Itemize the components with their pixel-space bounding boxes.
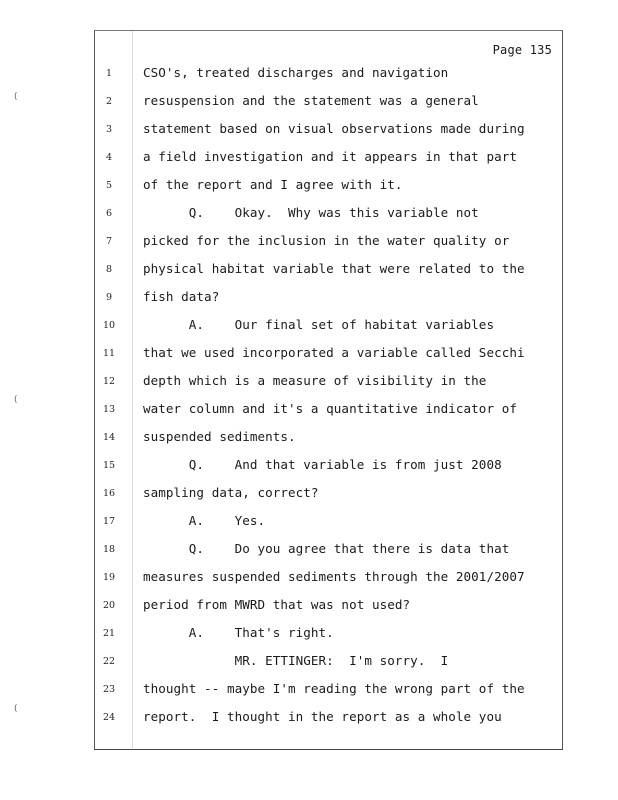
line-text: Q. And that variable is from just 2008 — [143, 457, 502, 472]
line-text: sampling data, correct? — [143, 485, 319, 500]
line-text: Q. Do you agree that there is data that — [143, 541, 510, 556]
transcript-line — [0, 513, 618, 533]
transcript-line — [0, 373, 618, 393]
line-number: 23 — [102, 684, 116, 695]
transcript-line — [0, 429, 618, 449]
page-number: Page 135 — [492, 43, 552, 57]
line-text: CSO's, treated discharges and navigation — [143, 65, 449, 80]
margin-mark: ( — [14, 704, 18, 714]
line-number: 20 — [102, 600, 116, 611]
transcript-line — [0, 261, 618, 281]
line-number: 17 — [102, 516, 116, 527]
transcript-line — [0, 233, 618, 253]
transcript-line — [0, 317, 618, 337]
line-text: depth which is a measure of visibility in the — [143, 373, 487, 388]
line-text: statement based on visual observations made during — [143, 121, 525, 136]
transcript-line — [0, 149, 618, 169]
line-text: resuspension and the statement was a general — [143, 93, 479, 108]
transcript-line — [0, 597, 618, 617]
line-number: 6 — [105, 208, 113, 219]
transcript-line — [0, 289, 618, 309]
line-number: 13 — [102, 404, 116, 415]
line-text: of the report and I agree with it. — [143, 177, 403, 192]
line-text: period from MWRD that was not used? — [143, 597, 411, 612]
line-text: MR. ETTINGER: I'm sorry. I — [143, 653, 449, 668]
line-text: water column and it's a quantitative indicator of — [143, 401, 517, 416]
line-number: 19 — [102, 572, 116, 583]
transcript-line — [0, 485, 618, 505]
transcript-line — [0, 121, 618, 141]
line-number: 16 — [102, 488, 116, 499]
line-text: measures suspended sediments through the 2001/2007 — [143, 569, 525, 584]
margin-mark: ( — [14, 395, 18, 405]
line-number: 8 — [105, 264, 113, 275]
line-text: a field investigation and it appears in that part — [143, 149, 517, 164]
line-text: suspended sediments. — [143, 429, 296, 444]
transcript-line — [0, 177, 618, 197]
line-text: A. Our final set of habitat variables — [143, 317, 495, 332]
line-number: 1 — [105, 68, 113, 79]
line-number: 18 — [102, 544, 116, 555]
line-number: 10 — [102, 320, 116, 331]
transcript-line — [0, 93, 618, 113]
line-number: 22 — [102, 656, 116, 667]
line-number: 12 — [102, 376, 116, 387]
transcript-line — [0, 681, 618, 701]
line-text: that we used incorporated a variable called Secchi — [143, 345, 525, 360]
line-number: 14 — [102, 432, 116, 443]
transcript-line — [0, 205, 618, 225]
transcript-line — [0, 709, 618, 729]
line-number: 3 — [105, 124, 113, 135]
line-number: 2 — [105, 96, 113, 107]
line-number: 24 — [102, 712, 116, 723]
transcript-line — [0, 653, 618, 673]
transcript-line — [0, 625, 618, 645]
line-text: report. I thought in the report as a whole you — [143, 709, 502, 724]
line-number: 11 — [102, 348, 116, 359]
line-number: 9 — [105, 292, 113, 303]
line-number: 5 — [105, 180, 113, 191]
line-number: 4 — [105, 152, 113, 163]
transcript-line — [0, 401, 618, 421]
line-number: 21 — [102, 628, 116, 639]
line-text: picked for the inclusion in the water quality or — [143, 233, 510, 248]
line-number: 7 — [105, 236, 113, 247]
margin-mark: ( — [14, 92, 18, 102]
line-text: thought -- maybe I'm reading the wrong part of the — [143, 681, 525, 696]
line-text: fish data? — [143, 289, 220, 304]
line-text: A. Yes. — [143, 513, 266, 528]
transcript-line — [0, 457, 618, 477]
line-number: 15 — [102, 460, 116, 471]
transcript-line — [0, 569, 618, 589]
transcript-line — [0, 345, 618, 365]
line-text: Q. Okay. Why was this variable not — [143, 205, 479, 220]
line-text: A. That's right. — [143, 625, 334, 640]
transcript-line — [0, 65, 618, 85]
transcript-line — [0, 541, 618, 561]
line-text: physical habitat variable that were related to the — [143, 261, 525, 276]
